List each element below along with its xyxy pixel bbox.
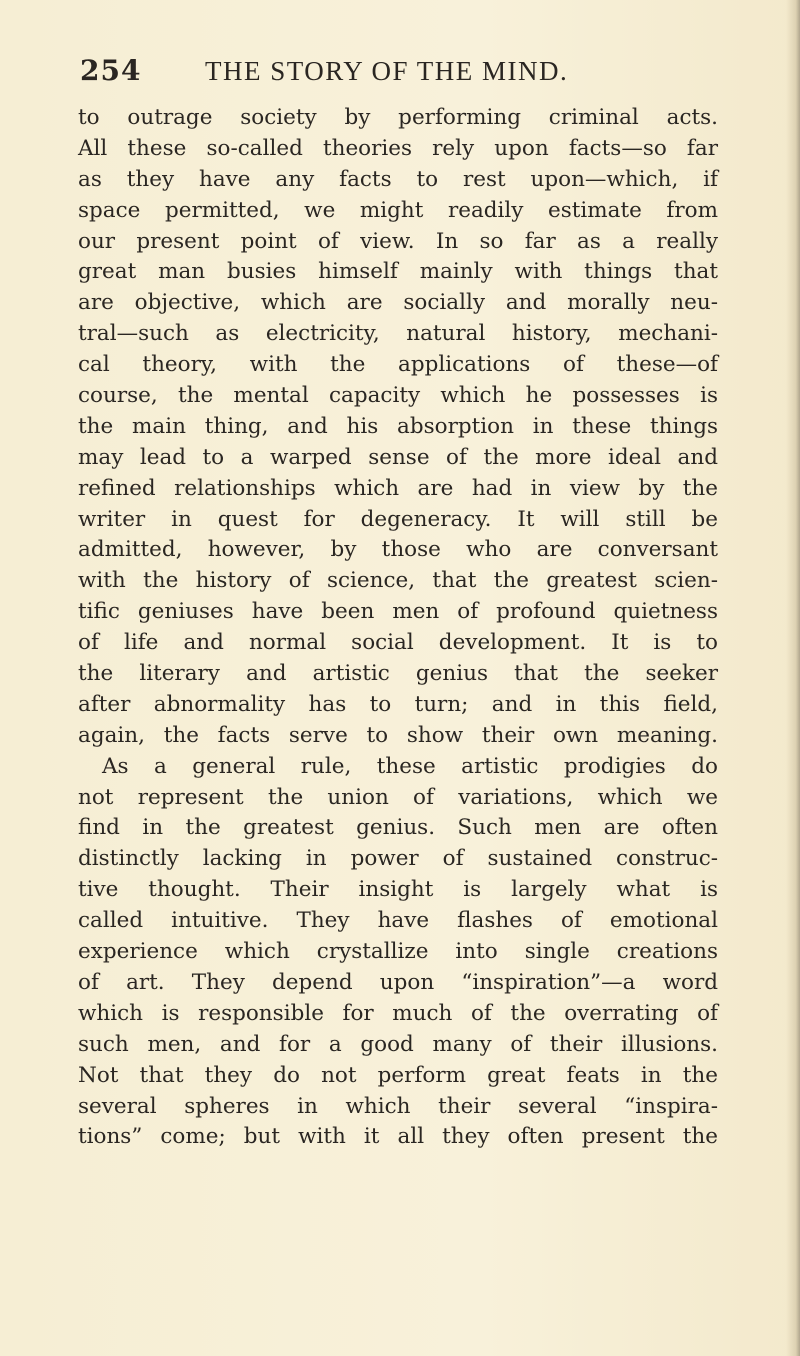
text-line: again, the facts serve to show their own meaning.	[78, 722, 718, 748]
text-line: writer in quest for degeneracy. It will still be	[78, 506, 718, 532]
running-head: THE STORY OF THE MIND.	[205, 56, 569, 86]
text-line: are objective, which are socially and morally neu-	[78, 290, 718, 316]
text-line: after abnormality has to turn; and in this field,	[78, 691, 718, 717]
text-line: not represent the union of variations, which we	[78, 784, 718, 810]
text-line: cal theory, with the applications of these—of	[78, 352, 718, 378]
page-header	[80, 54, 700, 94]
text-line: experience which crystallize into single creations	[78, 939, 718, 965]
text-line: of life and normal social development. It is to	[78, 630, 718, 656]
text-line: Not that they do not perform great feats in the	[78, 1062, 718, 1088]
text-line: find in the greatest genius. Such men are often	[78, 815, 718, 841]
text-line: called intuitive. They have flashes of emotional	[78, 908, 718, 934]
text-line: tral—such as electricity, natural history, mechani-	[78, 321, 718, 347]
text-line: our present point of view. In so far as a really	[78, 228, 718, 254]
text-line: with the history of science, that the greatest scien-	[78, 568, 718, 594]
text-line: which is responsible for much of the overrating of	[78, 1000, 718, 1026]
text-line: admitted, however, by those who are conversant	[78, 537, 718, 563]
text-line: course, the mental capacity which he possesses is	[78, 383, 718, 409]
text-line: tive thought. Their insight is largely what is	[78, 877, 718, 903]
text-line: great man busies himself mainly with things that	[78, 259, 718, 285]
page-edge-shadow	[786, 0, 800, 1356]
text-line: the main thing, and his absorption in these things	[78, 413, 718, 439]
text-line: the literary and artistic genius that the seeker	[78, 661, 718, 687]
text-line: may lead to a warped sense of the more ideal and	[78, 444, 718, 470]
text-line: to outrage society by performing criminal acts.	[78, 105, 718, 130]
text-line: as they have any facts to rest upon—which, if	[78, 166, 718, 192]
text-line: tific geniuses have been men of profound quietness	[78, 599, 718, 625]
text-line: of art. They depend upon “inspiration”—a word	[78, 969, 718, 995]
text-line: such men, and for a good many of their illusions.	[78, 1031, 718, 1057]
text-line: space permitted, we might readily estimate from	[78, 197, 718, 223]
text-line: As a general rule, these artistic prodigies do	[102, 753, 718, 779]
page-number: 254	[80, 54, 142, 87]
text-line: several spheres in which their several “inspira-	[78, 1093, 718, 1119]
text-line: tions” come; but with it all they often present the	[78, 1124, 718, 1150]
body-text	[78, 103, 718, 1153]
text-line: All these so-called theories rely upon facts—so far	[78, 135, 718, 161]
text-line: refined relationships which are had in view by the	[78, 475, 718, 501]
text-line: distinctly lacking in power of sustained construc-	[78, 846, 718, 872]
